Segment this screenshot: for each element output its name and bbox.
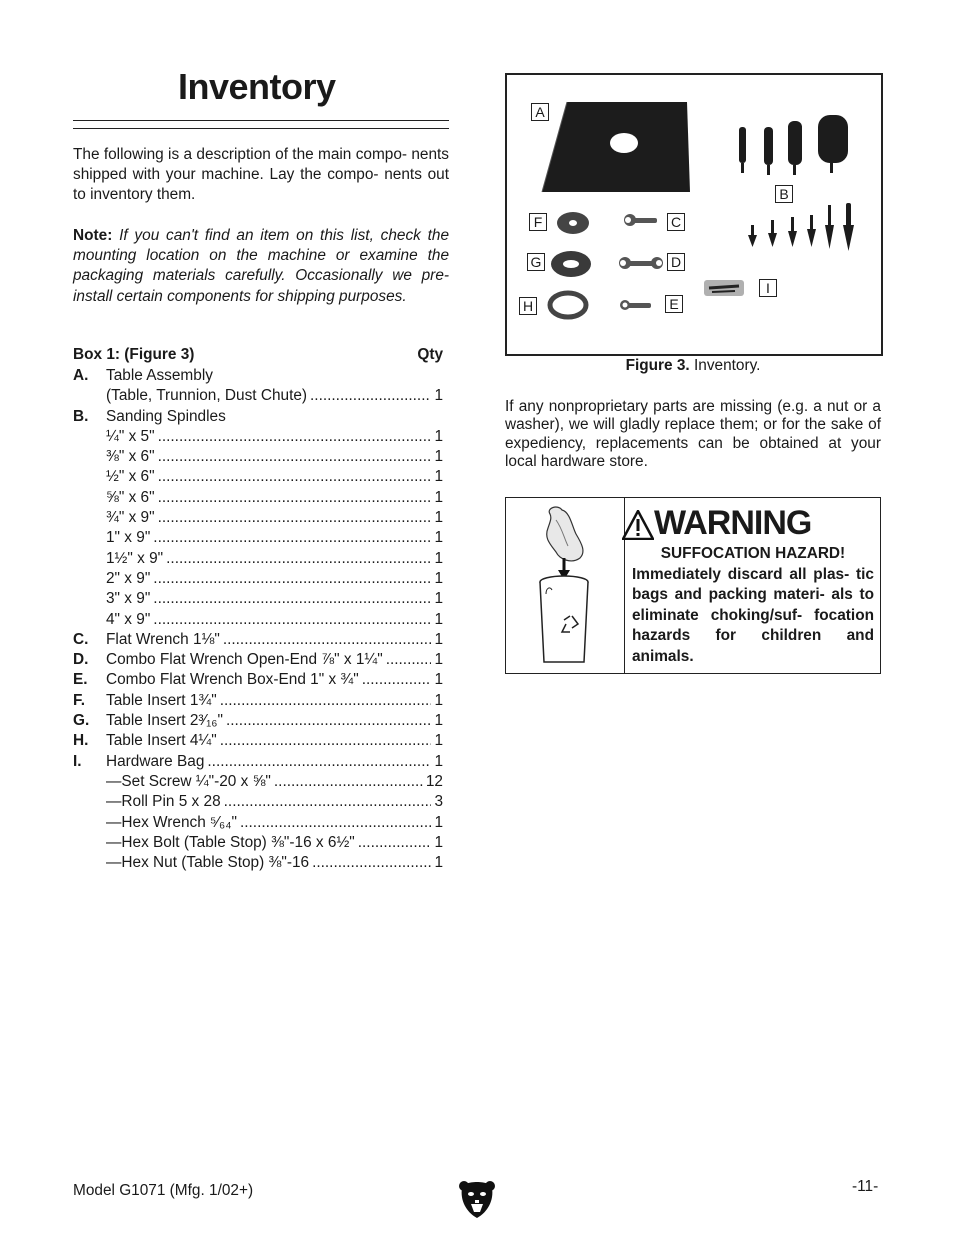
inventory-row-description: 4" x 9" ..... xyxy=(106,610,443,630)
figure-label-f: F xyxy=(529,213,547,231)
figure-label-d: D xyxy=(667,253,685,271)
inventory-row-description: Flat Wrench 1⅛" ..... xyxy=(106,630,443,650)
inventory-row-description: Hardware Bag ..... xyxy=(106,752,443,772)
inventory-row-qty: 1 xyxy=(431,508,443,528)
inventory-row-qty: 1 xyxy=(431,711,443,731)
inventory-row xyxy=(73,528,443,548)
inventory-row-qty: 1 xyxy=(431,569,443,589)
inventory-row-qty: 12 xyxy=(423,772,443,792)
inventory-row-letter: F. xyxy=(73,691,85,709)
inventory-row-qty: 1 xyxy=(431,853,443,873)
inventory-row xyxy=(73,508,443,528)
inventory-row-description: 2" x 9" ..... xyxy=(106,569,443,589)
inventory-figure xyxy=(505,73,883,356)
inventory-row-description: —Hex Bolt (Table Stop) ⅜"-16 x 6½" ..... xyxy=(106,833,443,853)
inventory-row-description: ⅜" x 6" ..... xyxy=(106,447,443,467)
inventory-row-qty: 1 xyxy=(431,650,443,670)
inventory-row xyxy=(73,366,443,386)
figure-caption-text: Inventory. xyxy=(693,357,761,374)
inventory-row-qty: 1 xyxy=(431,488,443,508)
wrenches-image xyxy=(619,214,663,310)
inventory-row-description: ¼" x 5" ..... xyxy=(106,427,443,447)
footer-page-number: -11- xyxy=(852,1178,879,1195)
inventory-row-letter: B. xyxy=(73,407,89,425)
inventory-row xyxy=(73,488,443,508)
inventory-row-letter: H. xyxy=(73,732,89,750)
inventory-row-qty: 1 xyxy=(431,386,443,406)
title-rule-bottom xyxy=(73,128,449,129)
inventory-row xyxy=(73,427,443,447)
inventory-row xyxy=(73,630,443,650)
warning-body: Immediately discard all plas- tic bags and packing materi- als to eliminate choking/suf- focation hazards for children and animals. xyxy=(632,566,874,665)
inventory-row-description: Combo Flat Wrench Open-End ⅞" x 1¼" ..... xyxy=(106,650,443,670)
inventory-list xyxy=(73,366,443,873)
inventory-row xyxy=(73,549,443,569)
table-inserts-image xyxy=(550,212,591,317)
inventory-row xyxy=(73,691,443,711)
page-title: Inventory xyxy=(178,66,336,107)
inventory-row-qty: 1 xyxy=(431,833,443,853)
inventory-row-qty: 1 xyxy=(431,752,443,772)
note-label: Note: xyxy=(73,227,113,244)
inventory-row xyxy=(73,792,443,812)
inventory-row xyxy=(73,752,443,772)
figure-caption xyxy=(505,357,881,375)
sanding-spindles-image xyxy=(739,115,854,251)
inventory-row-qty: 1 xyxy=(431,610,443,630)
inventory-row-description: ½" x 6" ..... xyxy=(106,467,443,487)
inventory-row-description: ¾" x 9" ..... xyxy=(106,508,443,528)
inventory-row-qty: 1 xyxy=(431,630,443,650)
inventory-row xyxy=(73,853,443,873)
inventory-row-description: —Hex Nut (Table Stop) ⅜"-16 ..... xyxy=(106,853,443,873)
figure-label-e: E xyxy=(665,295,683,313)
inventory-row-letter: A. xyxy=(73,367,89,384)
box-label: Box 1: (Figure 3) xyxy=(73,346,195,363)
inventory-header xyxy=(73,346,443,364)
inventory-row-qty: 1 xyxy=(431,467,443,487)
inventory-row xyxy=(73,833,443,853)
inventory-row-qty: 1 xyxy=(431,528,443,548)
inventory-row xyxy=(73,711,443,731)
inventory-row-qty: 1 xyxy=(431,427,443,447)
inventory-row-description: 3" x 9" ..... xyxy=(106,589,443,609)
inventory-row-letter: G. xyxy=(73,712,90,730)
note-paragraph xyxy=(73,226,449,307)
trash-can-icon xyxy=(506,498,624,673)
inventory-row-description: 1½" x 9" ..... xyxy=(106,549,443,569)
inventory-row-qty: 1 xyxy=(431,589,443,609)
bear-logo-icon xyxy=(458,1178,496,1220)
figure-label-a: A xyxy=(531,103,549,121)
figure-label-h: H xyxy=(519,297,537,315)
inventory-row-qty: 1 xyxy=(431,813,443,833)
inventory-row-letter: I. xyxy=(73,752,82,770)
inventory-row-qty: 1 xyxy=(431,691,443,711)
hardware-bag-image xyxy=(704,280,744,296)
inventory-row-description: Table Assembly xyxy=(106,367,213,384)
inventory-row xyxy=(73,386,443,406)
inventory-row-description: Table Insert 1¾" ..... xyxy=(106,691,443,711)
inventory-row-qty: 1 xyxy=(431,670,443,690)
inventory-row-description: Table Insert 4¼" ..... xyxy=(106,731,443,751)
inventory-row-qty: 3 xyxy=(431,792,443,812)
inventory-row xyxy=(73,610,443,630)
inventory-row xyxy=(73,467,443,487)
inventory-row-description: Combo Flat Wrench Box-End 1" x ¾" ..... xyxy=(106,670,443,690)
inventory-row xyxy=(73,589,443,609)
note-text: If you can't find an item on this list, check the mounting location on the machine or examine the packaging materials carefully. Occasionally we pre-install certain components for shipping purposes. xyxy=(73,227,450,305)
inventory-row-description: 1" x 9" ..... xyxy=(106,528,443,548)
inventory-row xyxy=(73,772,443,792)
intro-paragraph: The following is a description of the main compo- nents shipped with your machine. Lay the compo- nents out to inventory them. xyxy=(73,146,449,204)
warning-triangle-icon xyxy=(622,510,654,540)
figure-label-i: I xyxy=(759,279,777,297)
inventory-row-description: —Roll Pin 5 x 28 ..... xyxy=(106,792,443,812)
inventory-row-description: —Hex Wrench ⁵⁄₆₄" ..... xyxy=(106,813,443,833)
inventory-row-qty: 1 xyxy=(431,731,443,751)
figure-label-c: C xyxy=(667,213,685,231)
footer-model: Model G1071 (Mfg. 1/02+) xyxy=(73,1182,254,1199)
inventory-row xyxy=(73,670,443,690)
inventory-row-description: Sanding Spindles xyxy=(106,407,226,425)
inventory-row xyxy=(73,650,443,670)
inventory-row xyxy=(73,813,443,833)
inventory-row-description: Table Insert 2³⁄₁₆" ..... xyxy=(106,711,443,731)
inventory-row-letter: E. xyxy=(73,671,88,689)
title-rule-top xyxy=(73,120,449,121)
figure-label-b: B xyxy=(775,185,793,203)
inventory-row xyxy=(73,569,443,589)
inventory-row xyxy=(73,407,443,427)
warning-title: WARNING xyxy=(654,504,812,542)
inventory-row xyxy=(73,731,443,751)
figure-label-g: G xyxy=(527,253,545,271)
table-assembly-image xyxy=(542,102,690,192)
inventory-row xyxy=(73,447,443,467)
inventory-row-description: (Table, Trunnion, Dust Chute) ..... xyxy=(106,386,443,406)
inventory-row-letter: D. xyxy=(73,651,89,669)
inventory-row-description: —Set Screw ¼"-20 x ⅝" ..... xyxy=(106,772,443,792)
inventory-row-letter: C. xyxy=(73,630,89,648)
inventory-row-qty: 1 xyxy=(431,447,443,467)
inventory-row-qty: 1 xyxy=(431,549,443,569)
warning-box xyxy=(505,497,881,674)
inventory-row-description: ⅝" x 6" ..... xyxy=(106,488,443,508)
warning-subtitle: SUFFOCATION HAZARD! xyxy=(660,545,846,562)
inventory-figure-illustration xyxy=(507,75,881,354)
figure-caption-label: Figure 3. xyxy=(625,357,690,374)
qty-header: Qty xyxy=(417,346,443,363)
missing-parts-paragraph: If any nonproprietary parts are missing (e.g. a nut or a washer), we will gladly replace them; or for the sake of expediency, replacements can be obtained at your local hardware store. xyxy=(505,398,881,471)
